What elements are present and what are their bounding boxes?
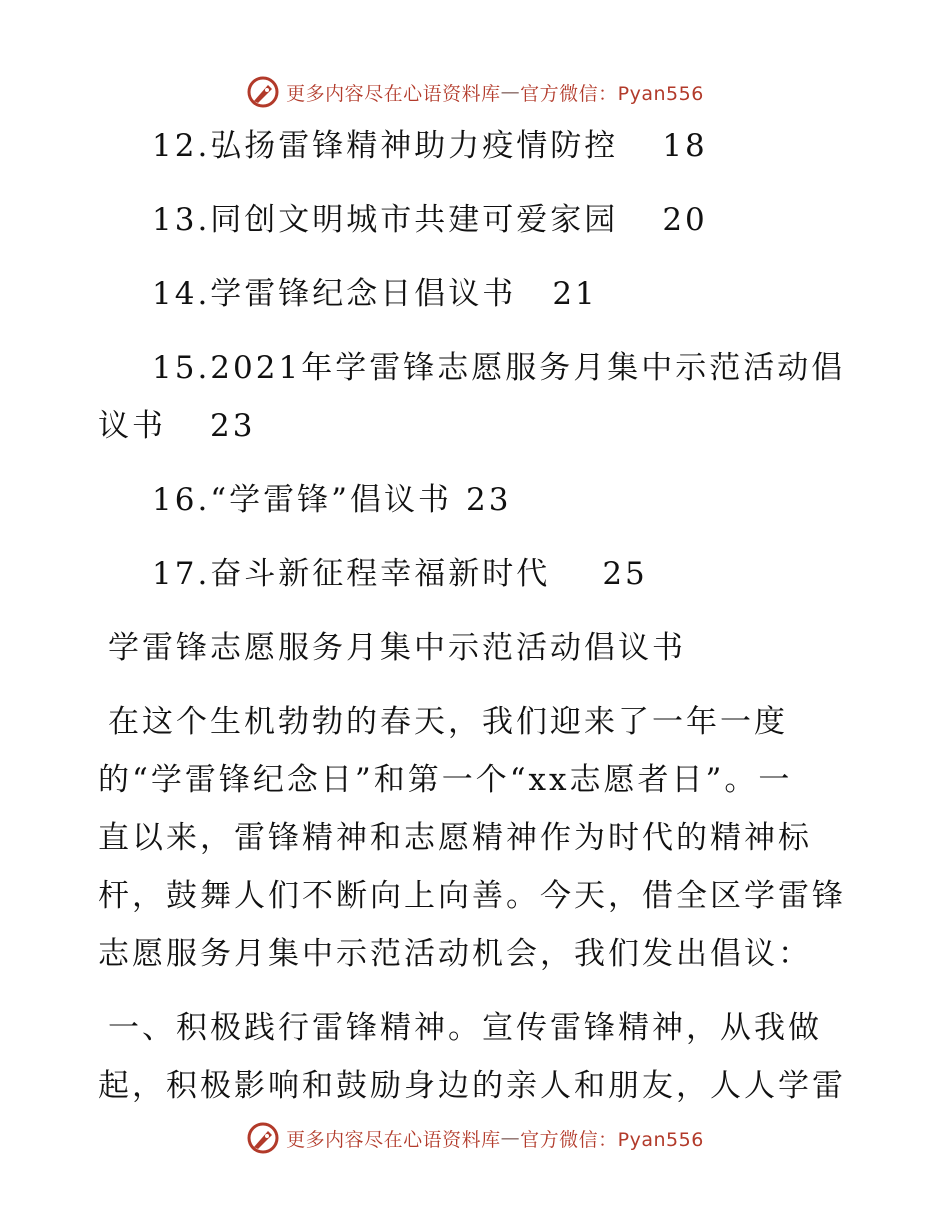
footer-watermark xyxy=(0,1118,950,1158)
toc-entry-16 xyxy=(152,480,511,520)
article-line: 杆，鼓舞人们不断向上向善。今天，借全区学雷锋 xyxy=(98,878,846,914)
toc-entry-label: 15.2021年学雷锋志愿服务月集中示范活动倡 xyxy=(152,350,846,386)
toc-entry-page: 18 xyxy=(662,128,708,164)
toc-entry-page: 23 xyxy=(466,482,512,518)
toc-entry-label: 13.同创文明城市共建可爱家园 xyxy=(152,202,619,238)
toc-entry-label: 12.弘扬雷锋精神助力疫情防控 xyxy=(152,128,619,164)
article-line: 起，积极影响和鼓励身边的亲人和朋友，人人学雷 xyxy=(98,1068,846,1104)
article-line: 一、积极践行雷锋精神。宣传雷锋精神，从我做 xyxy=(108,1010,822,1046)
article-line: 的“学雷锋纪念日”和第一个“xx志愿者日”。一 xyxy=(98,762,793,798)
watermark-site-text: 更多内容尽在心语资料库 xyxy=(286,1128,501,1151)
watermark-separator: — xyxy=(500,1127,521,1149)
pen-nib-logo-icon xyxy=(246,1121,280,1155)
watermark-separator: — xyxy=(500,81,521,103)
pen-nib-logo-icon xyxy=(246,75,280,109)
article-title: 学雷锋志愿服务月集中示范活动倡议书 xyxy=(108,630,686,666)
article-line: 在这个生机勃勃的春天，我们迎来了一年一度 xyxy=(108,704,788,740)
toc-entry-15-continued xyxy=(98,406,255,446)
toc-entry-page: 23 xyxy=(210,408,256,444)
toc-entry-label-continued: 议书 xyxy=(98,408,166,444)
toc-entry-15 xyxy=(152,348,845,388)
header-watermark xyxy=(0,72,950,112)
toc-entry-17 xyxy=(152,554,648,594)
toc-entry-label: 16.“学雷锋”倡议书 xyxy=(152,482,452,518)
toc-entry-13 xyxy=(152,200,708,240)
toc-entry-12 xyxy=(152,126,708,166)
article-line: 志愿服务月集中示范活动机会，我们发出倡议： xyxy=(98,936,812,972)
toc-entry-label: 17.奋斗新征程幸福新时代 xyxy=(152,556,551,592)
toc-entry-label: 14.学雷锋纪念日倡议书 xyxy=(152,276,517,312)
toc-entry-page: 25 xyxy=(602,556,648,592)
toc-entry-14 xyxy=(152,274,598,314)
toc-entry-page: 20 xyxy=(662,202,708,238)
article-line: 直以来，雷锋精神和志愿精神作为时代的精神标 xyxy=(98,820,812,856)
watermark-site-text: 更多内容尽在心语资料库 xyxy=(286,82,501,105)
watermark-wechat-text: 官方微信：Pyan556 xyxy=(520,82,704,105)
toc-entry-page: 21 xyxy=(552,276,598,312)
watermark-wechat-text: 官方微信：Pyan556 xyxy=(520,1128,704,1151)
